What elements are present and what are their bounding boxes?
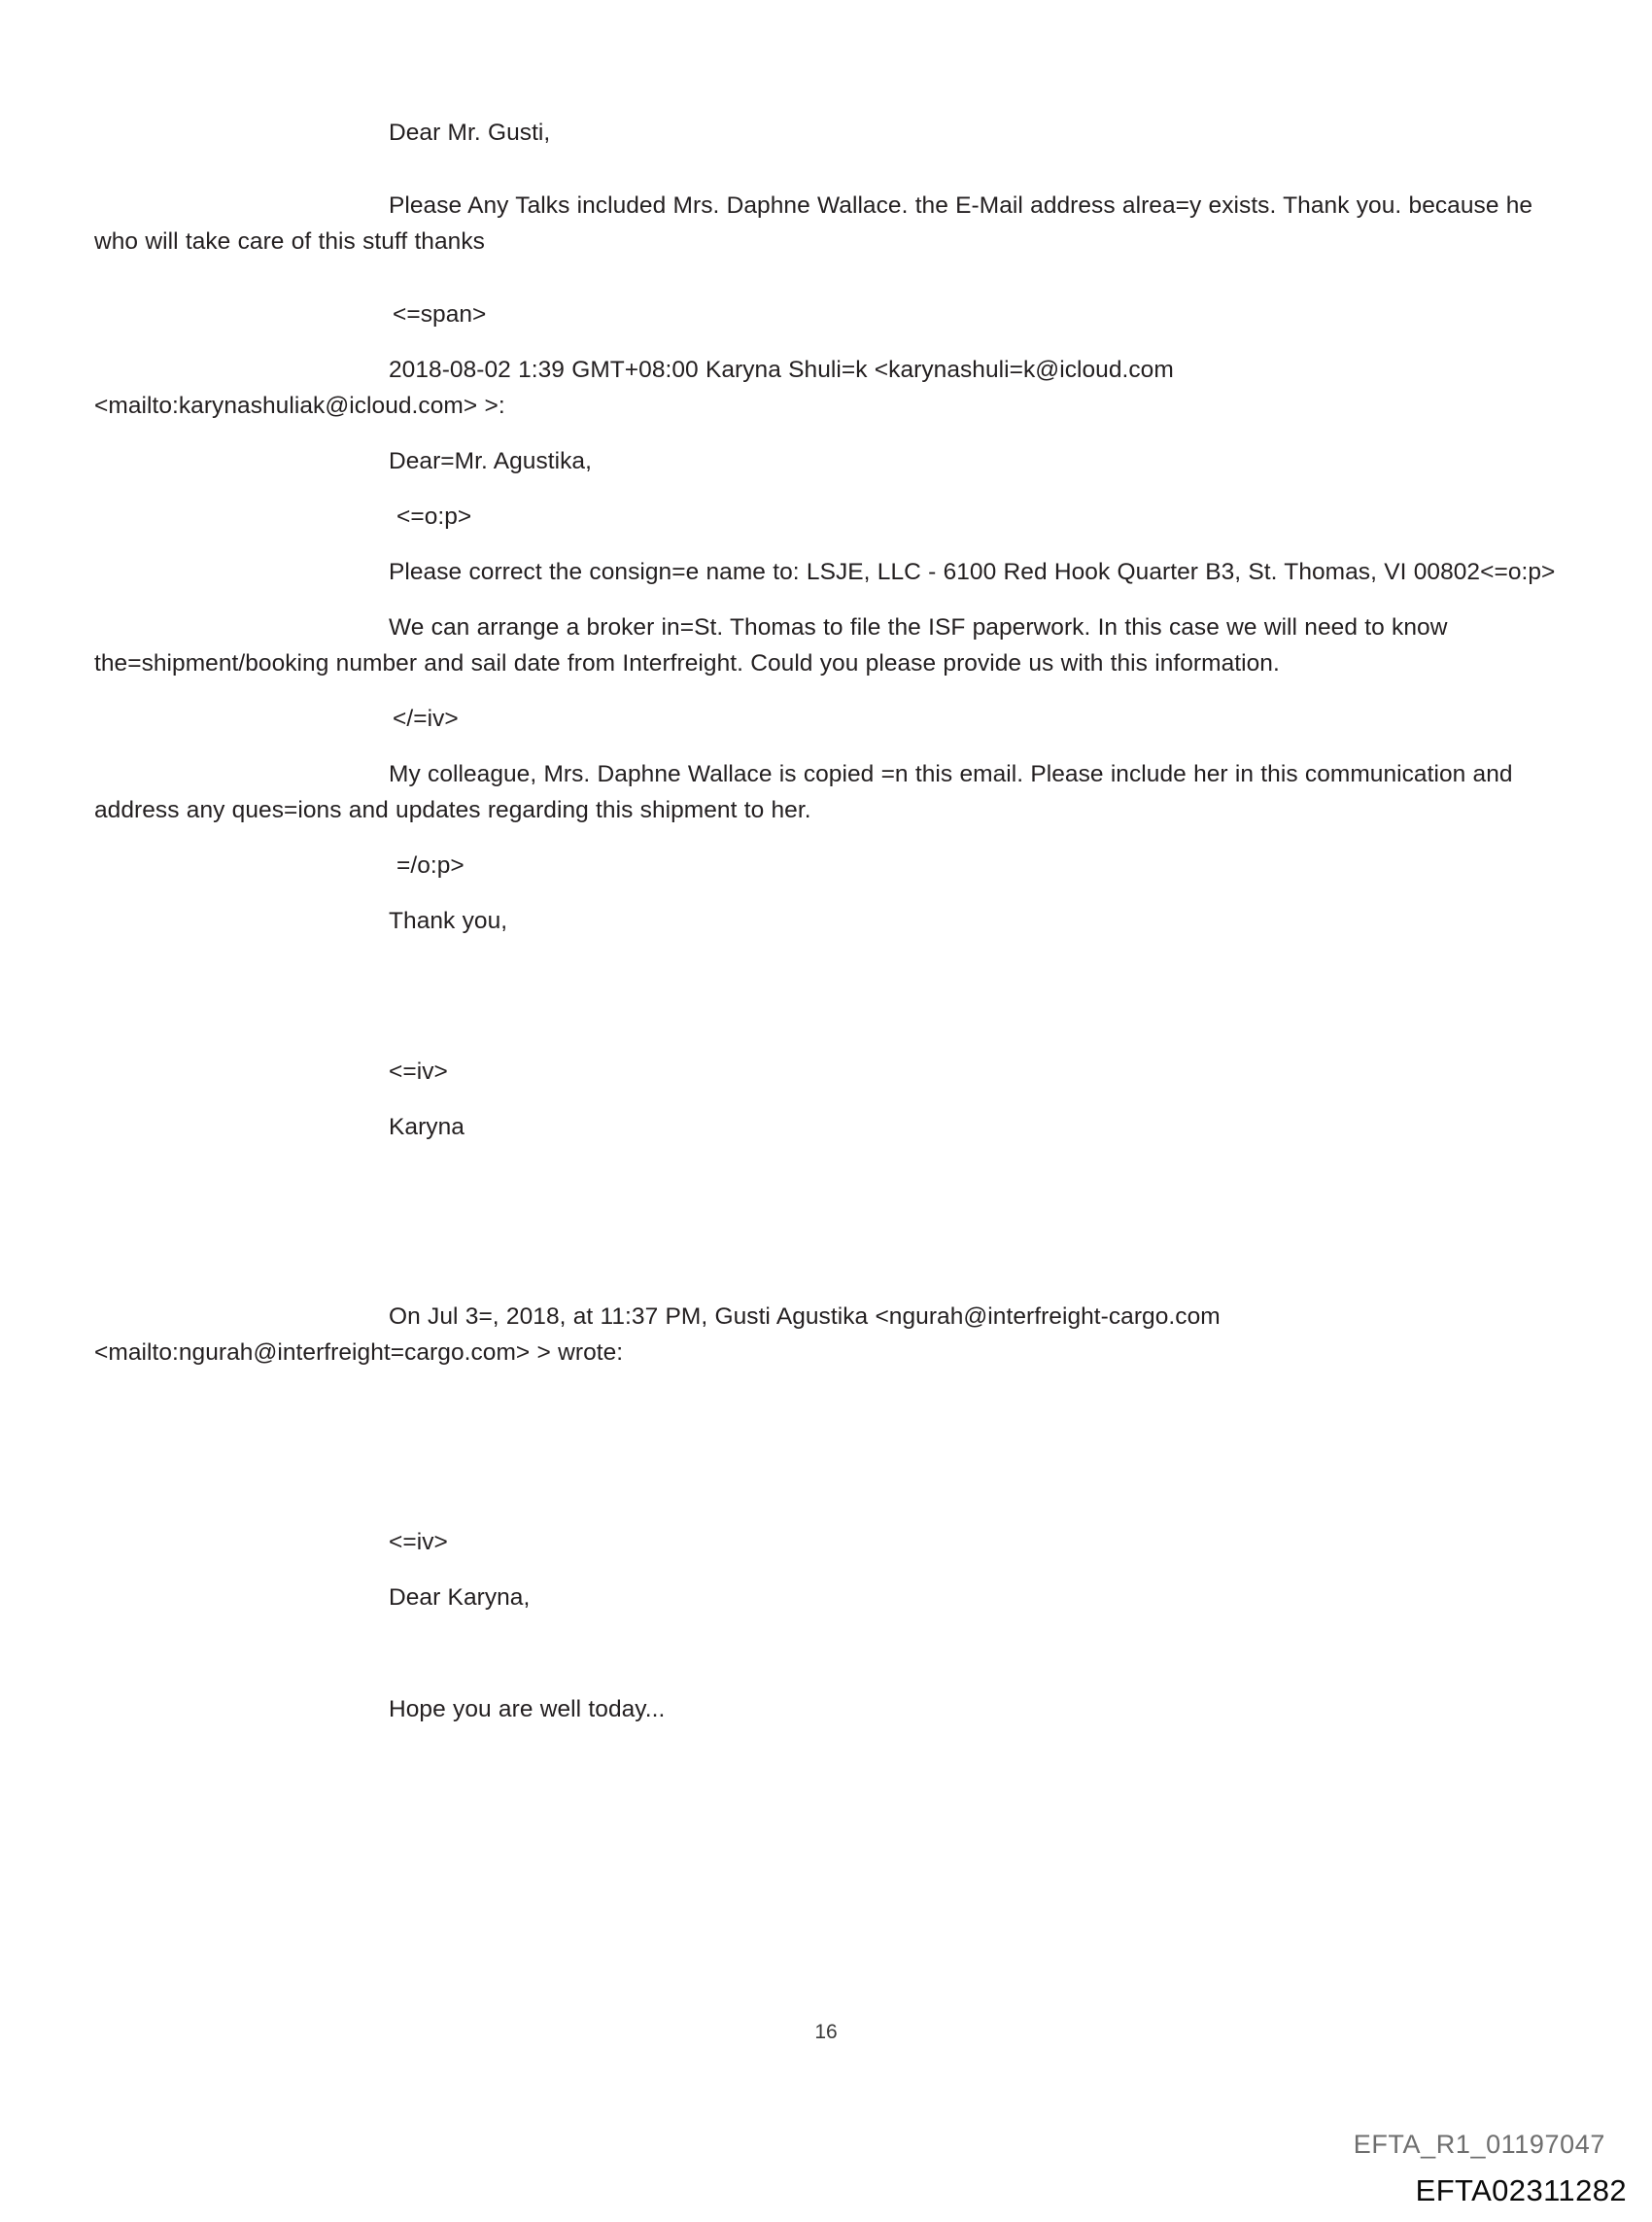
closing-line: Thank you,	[389, 908, 508, 934]
salutation-line: Dear Mr. Gusti,	[389, 120, 551, 146]
signature-name: Karyna	[389, 1114, 465, 1140]
markup-artifact-span: <=span>	[393, 301, 487, 328]
spacer	[94, 737, 1558, 756]
markup-artifact-div-open-2: <=iv>	[389, 1529, 448, 1555]
spacer	[94, 151, 1558, 188]
page-number: 16	[814, 2021, 838, 2043]
reply-paragraph: Please Any Talks included Mrs. Daphne Wallace. the E-Mail address alrea=y exists. Thank you. because he who will take care of this stuff thanks	[94, 192, 1533, 255]
spacer	[94, 681, 1558, 701]
spacer	[94, 424, 1558, 443]
quoted-salutation-karyna: Dear Karyna,	[389, 1584, 531, 1611]
spacer	[94, 1090, 1558, 1109]
spacer	[94, 939, 1558, 1054]
quoted-salutation-agustika: Dear=Mr. Agustika,	[389, 448, 592, 474]
spacer	[94, 1615, 1558, 1691]
spacer	[94, 590, 1558, 609]
consignee-correction-paragraph: Please correct the consign=e name to: LSJE, LLC - 6100 Red Hook Quarter B3, St. Thomas, VI 00802<=o:p>	[389, 559, 1556, 585]
colleague-cc-paragraph: My colleague, Mrs. Daphne Wallace is copied =n this email. Please include her in this communication and address any ques=ions and updates regarding this shipment to her.	[94, 761, 1513, 823]
spacer	[94, 1560, 1558, 1580]
bates-number-secondary: EFTA02311282	[1415, 2173, 1627, 2207]
spacer	[94, 260, 1558, 296]
spacer	[94, 535, 1558, 554]
spacer	[94, 479, 1558, 499]
spacer	[94, 828, 1558, 848]
markup-artifact-op-open: <=o:p>	[396, 503, 472, 530]
spacer	[94, 884, 1558, 903]
spacer	[94, 332, 1558, 352]
quoted-header-agustika: On Jul 3=, 2018, at 11:37 PM, Gusti Agustika <ngurah@interfreight-cargo.com <mailto:ngurah@interfreight=cargo.com> > wrote:	[94, 1303, 1221, 1366]
markup-artifact-div-close: </=iv>	[393, 706, 459, 732]
markup-artifact-op-close: =/o:p>	[396, 852, 465, 879]
greeting-paragraph: Hope you are well today...	[389, 1696, 666, 1722]
markup-artifact-div-open-1: <=iv>	[389, 1059, 448, 1085]
spacer	[94, 1145, 1558, 1299]
quoted-header-karyna: 2018-08-02 1:39 GMT+08:00 Karyna Shuli=k <karynashuli=k@icloud.com <mailto:karynashuliak@icloud.com> >:	[94, 357, 1174, 419]
email-body-block	[94, 115, 1558, 1727]
bates-number-primary: EFTA_R1_01197047	[1353, 2130, 1605, 2159]
spacer	[94, 1371, 1558, 1524]
broker-isf-paragraph: We can arrange a broker in=St. Thomas to file the ISF paperwork. In this case we will need to know the=shipment/booking number and sail date from Interfreight. Could you please provide us with this information.	[94, 614, 1448, 677]
